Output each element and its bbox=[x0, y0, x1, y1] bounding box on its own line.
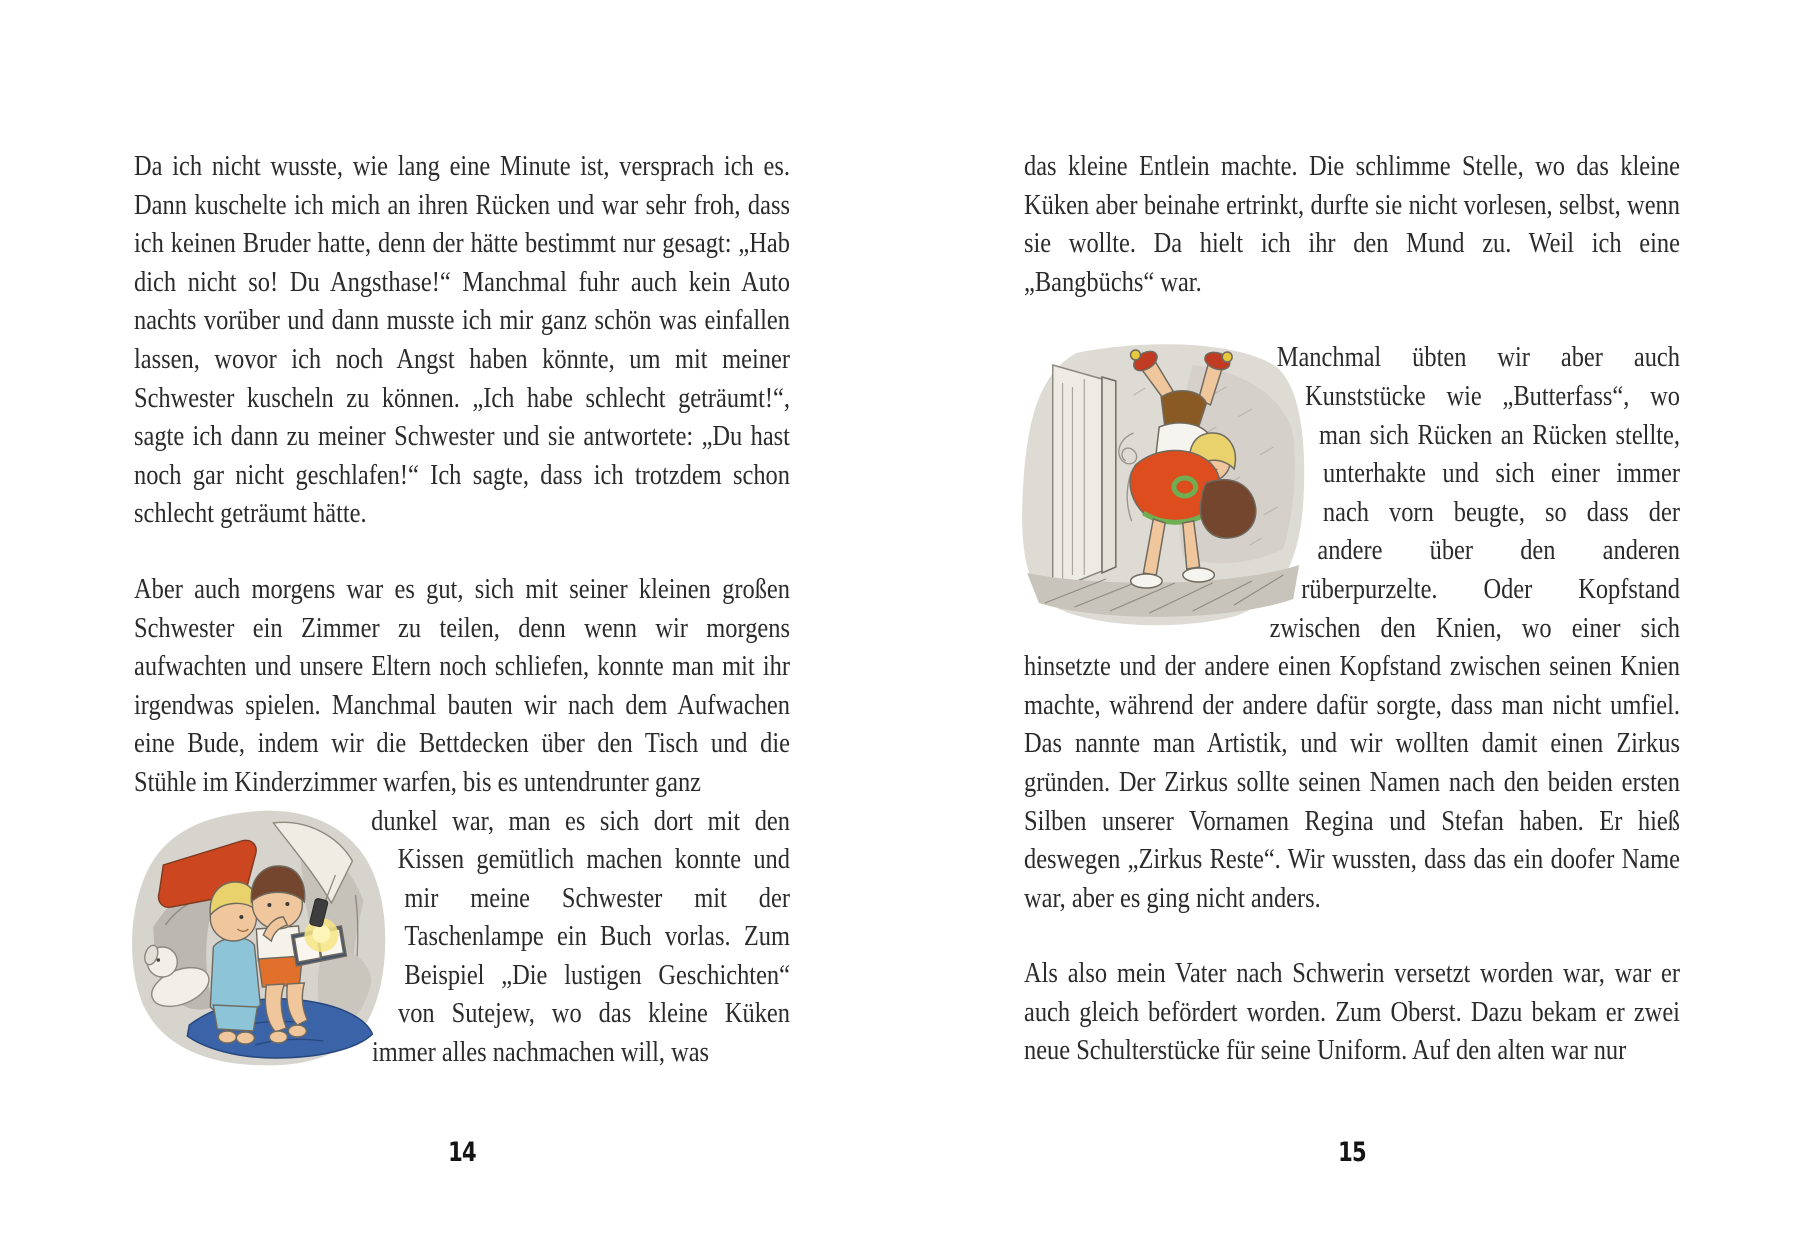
illustration-blanket-fort bbox=[125, 805, 390, 1070]
illustration-butterfass bbox=[1015, 335, 1311, 635]
page-number-left: 14 bbox=[448, 1137, 476, 1168]
butterfass-drawing bbox=[1015, 335, 1311, 635]
paragraph: Da ich nicht wusste, wie lang eine Minute ist, versprach ich es. Dann kuschelte ich mich an ihren Rücken und war sehr froh, dass ich keinen Bruder hatte, denn der hätte bestimmt nur gesagt: „Hab dich nicht so! Du Angsthase!“ Manchmal fuhr auch kein Auto nachts vorüber und dann musste ich mir ganz schön was einfallen lassen, wovor ich noch Angst haben könnte, um mit meiner Schwester kuscheln zu können. „Ich habe schlecht geträumt!“, sagte ich dann zu meiner Schwester und sie antwortete: „Du hast noch gar nicht geschlafen!“ Ich sagte, dass ich trotzdem schon schlecht geträumt hätte. bbox=[134, 151, 790, 530]
paragraph: das kleine Entlein machte. Die schlimme Stelle, wo das kleine Küken aber beinahe ertrinkt, durfte sie nicht vorlesen, selbst, wenn sie wollte. Da hielt ich ihr den Mund zu. Weil ich eine „Bangbüchs“ war. bbox=[1024, 151, 1680, 298]
page-number-right: 15 bbox=[1338, 1137, 1366, 1168]
blanket-fort-drawing bbox=[125, 805, 390, 1070]
door bbox=[1053, 365, 1116, 591]
page-left-text bbox=[134, 148, 790, 1073]
paragraph-text: dunkel war, man es sich dort mit den Kissen gemütlich machen konnte und mir meine Schwester mit der Taschenlampe ein Buch vorlas. Zum Beispiel „Die lustigen Geschichten“ von Sutejew, wo das kleine Küken immer alles nachmachen will, was bbox=[371, 805, 790, 1069]
paragraph-with-illustration bbox=[134, 803, 790, 1073]
page-right-text bbox=[1024, 148, 1680, 1071]
paragraph-text: Manchmal übten wir aber auch Kunststücke wie „Butterfass“, wo man sich Rücken an Rücken stellte, unterhakte und sich einer immer nach vorn beugte, so dass der andere über den anderen rüberpurzelte. Oder Kopfstand zwischen den Knien, wo einer sich hinsetzte und der andere einen Kopfstand zwischen seinen Knien machte, während der andere dafür sorgte, dass man nicht umfiel. Das nannte man Artistik, und wir wollten damit einen Zirkus gründen. Der Zirkus sollte seinen Namen nach den beiden ersten Silben unserer Vornamen Regina und Stefan haben. Er hieß deswegen „Zirkus Reste“. Wir wussten, dass das ein doofer Name war, aber es ging nicht anders. bbox=[1024, 342, 1680, 914]
flashlight-glow-core bbox=[312, 925, 330, 943]
paragraph: Aber auch morgens war es gut, sich mit seiner kleinen großen Schwester ein Zimmer zu teilen, denn wenn wir morgens aufwachten und unsere Eltern noch schliefen, konnte man mit ihr irgendwas spielen. Manchmal bauten wir nach dem Aufwachen eine Bude, indem wir die Bettdecken über den Tisch und die Stühle im Kinderzimmer warfen, bis es untendrunter ganz bbox=[134, 573, 790, 798]
paragraph-with-illustration bbox=[1024, 339, 1680, 918]
page-left bbox=[134, 148, 790, 1074]
page-right bbox=[1024, 148, 1680, 1071]
paragraph: Als also mein Vater nach Schwerin versetzt worden war, war er auch gleich befördert worden. Zum Oberst. Dazu bekam er zwei neue Schulterstücke für seine Uniform. Auf den alten war nur bbox=[1024, 958, 1680, 1067]
